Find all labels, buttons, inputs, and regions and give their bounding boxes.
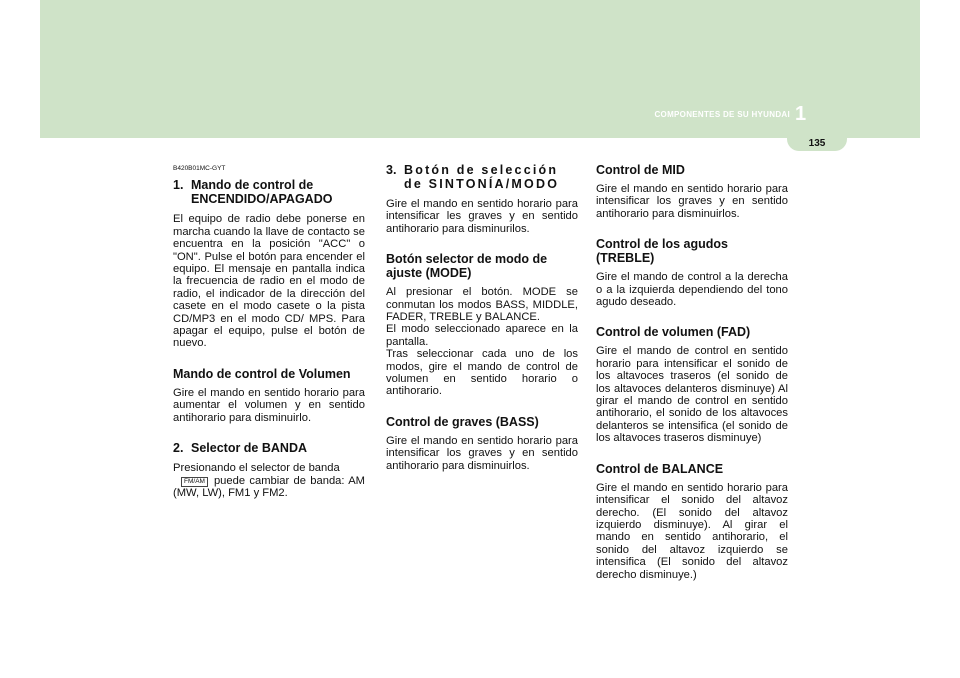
- heading-number: 2.: [173, 441, 184, 456]
- heading-text: Mando de control de ENCENDIDO/APAGADO: [191, 178, 333, 207]
- paragraph-bass: Gire el mando en sentido horario para intensificar los graves y en sentido antihorario para disminuirlos.: [386, 434, 578, 472]
- heading-number: 1.: [173, 178, 184, 193]
- heading-power-control: [173, 178, 365, 206]
- heading-number: 3.: [386, 163, 397, 177]
- paragraph-tuning: Gire el mando en sentido horario para intensificar les graves y en sentido antihorario para disminurilos.: [386, 198, 578, 235]
- heading-fader-control: Control de volumen (FAD): [596, 325, 751, 340]
- paragraph-volume: Gire el mando en sentido horario para aumentar el volumen y en sentido antihorario para disminuirlo.: [173, 386, 365, 424]
- heading-bass-control: Control de graves (BASS): [386, 414, 539, 429]
- paragraph-power: El equipo de radio debe ponerse en marcha cuando la llave de contacto se encuentra en la posición "ACC" o "ON". Pulse el botón para encender el equipo. El mensaje en pantalla indica la frecuencia de radio en el modo de radio, el indicador de la dirección del casete en el modo casete o la pista CD/MP3 en el modo CD/ MPS. Para apagar el equipo, pulse el botón de nuevo.: [173, 213, 365, 350]
- heading-text: Botón de selección de SINTONÍA/MODO: [404, 163, 560, 191]
- heading-treble-control: Control de los agudos (TREBLE): [596, 237, 728, 266]
- heading-band-selector: [173, 441, 365, 455]
- paragraph-mode-a: Al presionar el botón. MODE se conmutan los modos BASS, MIDDLE, FADER, TREBLE y BALANCE.: [386, 286, 578, 324]
- paragraph-balance: Gire el mando en sentido horario para intensificar el sonido del altavoz derecho. (El sonido del altavoz izquierdo disminuye). Al girar el mando en sentido antihorario, el sonido del altavoz izquierdo se intensifica (El sonido del altavoz derecho disminuye.): [596, 481, 788, 581]
- paragraph-mode-c: Tras seleccionar cada uno de los modos, gire el mando de control de volumen en sentido horario o antihorario.: [386, 348, 578, 398]
- chapter-number: 1: [795, 103, 807, 125]
- band-text-a: Presionando el selector de banda: [173, 462, 340, 475]
- paragraph-mid: Gire el mando en sentido horario para intensificar los graves y en sentido antihorario para disminuirlos.: [596, 183, 788, 220]
- middle-column: [386, 163, 578, 472]
- section-code: B420B01MC-GYT: [173, 165, 226, 172]
- paragraph-treble: Gire el mando de control a la derecha o a la izquierda dependiendo del tono agudo deseado.: [596, 271, 788, 309]
- right-column: [596, 163, 788, 581]
- heading-mid-control: Control de MID: [596, 163, 685, 177]
- band-text-b: puede cambiar de banda: AM (MW, LW), FM1 y FM2.: [173, 474, 365, 499]
- paragraph-fader: Gire el mando de control en sentido horario para intensificar el sonido de los altavoces traseros (el sonido de los altavoces delanteros disminuye) Al girar el mando de control en sentido antihorario, el sonido de los altavoces delanteros se intensifica (el sonido de los altavoces traseros disminuye): [596, 345, 788, 445]
- chapter-title: COMPONENTES DE SU HYUNDAI: [654, 110, 790, 119]
- left-column: [173, 163, 365, 499]
- heading-text: Selector de BANDA: [191, 441, 307, 456]
- heading-mode-selector: Botón selector de modo de ajuste (MODE): [386, 252, 548, 281]
- paragraph-mode-b: El modo seleccionado aparece en la pantalla.: [386, 323, 578, 348]
- heading-volume-control: Mando de control de Volumen: [173, 366, 351, 381]
- fm-am-key-label: FM/AM: [181, 477, 208, 487]
- page-number: 135: [808, 138, 826, 149]
- heading-tuning-mode: [386, 163, 578, 191]
- paragraph-band: [173, 462, 365, 499]
- heading-balance-control: Control de BALANCE: [596, 461, 724, 476]
